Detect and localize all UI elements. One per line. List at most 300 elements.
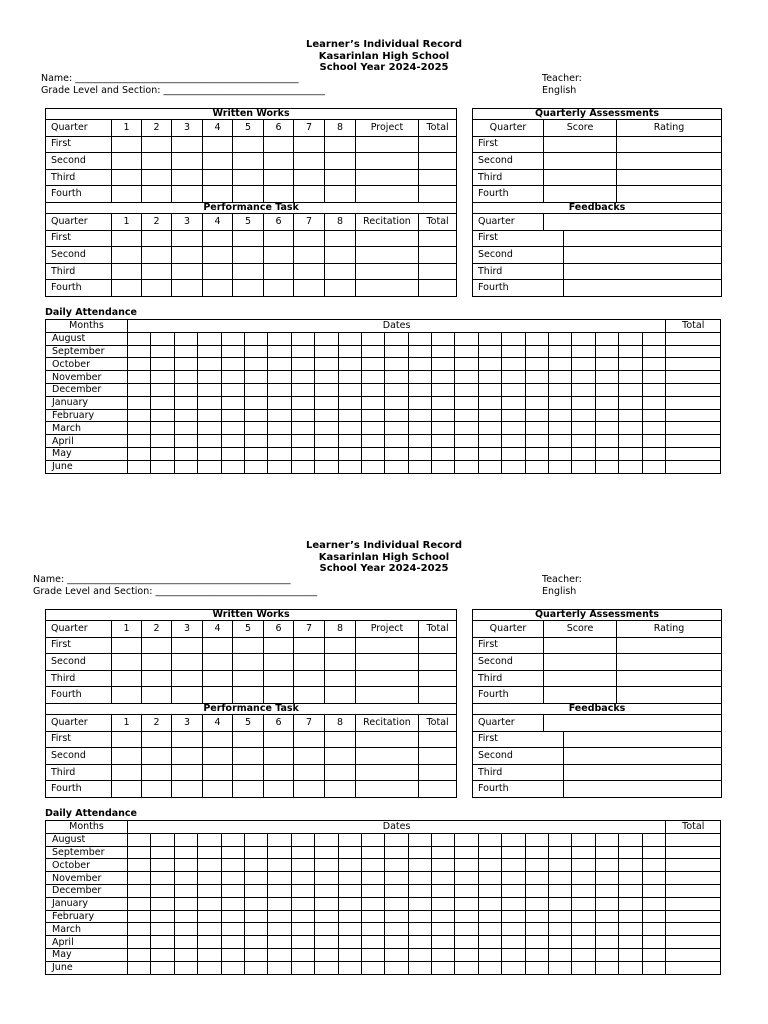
date-cell[interactable]	[128, 961, 151, 974]
date-cell[interactable]	[244, 396, 267, 409]
score-cell[interactable]	[233, 153, 264, 170]
date-cell[interactable]	[595, 859, 618, 872]
date-cell[interactable]	[572, 396, 595, 409]
date-cell[interactable]	[432, 332, 455, 345]
date-cell[interactable]	[525, 409, 548, 422]
date-cell[interactable]	[549, 332, 572, 345]
score-cell[interactable]	[325, 153, 356, 170]
score-cell[interactable]	[325, 731, 356, 748]
date-cell[interactable]	[549, 409, 572, 422]
total-cell[interactable]	[666, 833, 721, 846]
date-cell[interactable]	[408, 910, 431, 923]
grade-section-field[interactable]: Grade Level and Section: __________________________________	[33, 586, 317, 597]
date-cell[interactable]	[221, 332, 244, 345]
total-cell[interactable]	[666, 447, 721, 460]
date-cell[interactable]	[338, 961, 361, 974]
date-cell[interactable]	[361, 409, 384, 422]
date-cell[interactable]	[315, 910, 338, 923]
score-cell[interactable]	[419, 670, 457, 687]
date-cell[interactable]	[338, 884, 361, 897]
date-cell[interactable]	[478, 884, 501, 897]
date-cell[interactable]	[478, 332, 501, 345]
date-cell[interactable]	[408, 859, 431, 872]
date-cell[interactable]	[455, 345, 478, 358]
date-cell[interactable]	[385, 345, 408, 358]
score-cell[interactable]	[294, 670, 325, 687]
score-cell[interactable]	[203, 731, 233, 748]
date-cell[interactable]	[502, 846, 525, 859]
date-cell[interactable]	[291, 846, 314, 859]
score-cell[interactable]	[112, 263, 142, 280]
date-cell[interactable]	[549, 383, 572, 396]
date-cell[interactable]	[408, 422, 431, 435]
score-cell[interactable]	[203, 263, 233, 280]
date-cell[interactable]	[291, 358, 314, 371]
score-cell[interactable]	[544, 136, 617, 153]
date-cell[interactable]	[619, 910, 642, 923]
score-cell[interactable]	[544, 186, 617, 203]
date-cell[interactable]	[128, 872, 151, 885]
date-cell[interactable]	[595, 948, 618, 961]
date-cell[interactable]	[572, 859, 595, 872]
date-cell[interactable]	[198, 345, 221, 358]
date-cell[interactable]	[455, 948, 478, 961]
date-cell[interactable]	[291, 859, 314, 872]
score-cell[interactable]	[233, 637, 264, 654]
score-cell[interactable]	[419, 781, 457, 798]
date-cell[interactable]	[432, 345, 455, 358]
date-cell[interactable]	[408, 358, 431, 371]
date-cell[interactable]	[572, 358, 595, 371]
score-cell[interactable]	[172, 731, 203, 748]
score-cell[interactable]	[264, 280, 294, 297]
score-cell[interactable]	[294, 654, 325, 671]
date-cell[interactable]	[268, 923, 291, 936]
date-cell[interactable]	[385, 846, 408, 859]
date-cell[interactable]	[478, 910, 501, 923]
date-cell[interactable]	[549, 897, 572, 910]
date-cell[interactable]	[572, 846, 595, 859]
date-cell[interactable]	[455, 409, 478, 422]
date-cell[interactable]	[408, 872, 431, 885]
date-cell[interactable]	[361, 396, 384, 409]
score-cell[interactable]	[142, 136, 172, 153]
date-cell[interactable]	[151, 345, 174, 358]
score-cell[interactable]	[356, 637, 419, 654]
date-cell[interactable]	[642, 371, 666, 384]
score-cell[interactable]	[294, 136, 325, 153]
date-cell[interactable]	[549, 447, 572, 460]
date-cell[interactable]	[128, 358, 151, 371]
date-cell[interactable]	[455, 923, 478, 936]
date-cell[interactable]	[432, 948, 455, 961]
grade-section-field[interactable]: Grade Level and Section: __________________________________	[41, 85, 325, 96]
date-cell[interactable]	[572, 345, 595, 358]
date-cell[interactable]	[291, 961, 314, 974]
total-cell[interactable]	[666, 872, 721, 885]
date-cell[interactable]	[385, 422, 408, 435]
date-cell[interactable]	[502, 396, 525, 409]
score-cell[interactable]	[325, 654, 356, 671]
date-cell[interactable]	[595, 910, 618, 923]
date-cell[interactable]	[338, 948, 361, 961]
date-cell[interactable]	[572, 371, 595, 384]
date-cell[interactable]	[128, 948, 151, 961]
date-cell[interactable]	[221, 396, 244, 409]
date-cell[interactable]	[338, 872, 361, 885]
date-cell[interactable]	[572, 447, 595, 460]
date-cell[interactable]	[361, 910, 384, 923]
score-cell[interactable]	[172, 687, 203, 704]
date-cell[interactable]	[244, 872, 267, 885]
feedback-cell[interactable]	[564, 764, 722, 781]
score-cell[interactable]	[356, 731, 419, 748]
date-cell[interactable]	[432, 358, 455, 371]
score-cell[interactable]	[112, 654, 142, 671]
score-cell[interactable]	[356, 781, 419, 798]
date-cell[interactable]	[478, 923, 501, 936]
score-cell[interactable]	[325, 748, 356, 765]
date-cell[interactable]	[432, 409, 455, 422]
date-cell[interactable]	[361, 859, 384, 872]
date-cell[interactable]	[525, 923, 548, 936]
date-cell[interactable]	[525, 948, 548, 961]
score-cell[interactable]	[356, 169, 419, 186]
date-cell[interactable]	[315, 923, 338, 936]
date-cell[interactable]	[291, 422, 314, 435]
date-cell[interactable]	[151, 358, 174, 371]
date-cell[interactable]	[221, 460, 244, 473]
date-cell[interactable]	[198, 884, 221, 897]
date-cell[interactable]	[642, 833, 666, 846]
score-cell[interactable]	[233, 169, 264, 186]
date-cell[interactable]	[432, 961, 455, 974]
date-cell[interactable]	[432, 846, 455, 859]
date-cell[interactable]	[642, 383, 666, 396]
date-cell[interactable]	[502, 961, 525, 974]
date-cell[interactable]	[291, 447, 314, 460]
date-cell[interactable]	[432, 923, 455, 936]
date-cell[interactable]	[385, 910, 408, 923]
date-cell[interactable]	[151, 435, 174, 448]
date-cell[interactable]	[385, 383, 408, 396]
score-cell[interactable]	[142, 654, 172, 671]
score-cell[interactable]	[112, 764, 142, 781]
date-cell[interactable]	[502, 371, 525, 384]
date-cell[interactable]	[151, 371, 174, 384]
name-field[interactable]: Name: _______________________________________________	[41, 73, 299, 84]
date-cell[interactable]	[291, 923, 314, 936]
date-cell[interactable]	[525, 884, 548, 897]
date-cell[interactable]	[478, 345, 501, 358]
date-cell[interactable]	[268, 435, 291, 448]
date-cell[interactable]	[408, 460, 431, 473]
date-cell[interactable]	[244, 371, 267, 384]
score-cell[interactable]	[264, 670, 294, 687]
date-cell[interactable]	[502, 897, 525, 910]
score-cell[interactable]	[203, 748, 233, 765]
date-cell[interactable]	[151, 923, 174, 936]
date-cell[interactable]	[549, 435, 572, 448]
date-cell[interactable]	[244, 846, 267, 859]
date-cell[interactable]	[619, 435, 642, 448]
date-cell[interactable]	[198, 872, 221, 885]
total-cell[interactable]	[666, 948, 721, 961]
date-cell[interactable]	[502, 884, 525, 897]
score-cell[interactable]	[544, 169, 617, 186]
date-cell[interactable]	[291, 872, 314, 885]
date-cell[interactable]	[502, 910, 525, 923]
date-cell[interactable]	[128, 923, 151, 936]
score-cell[interactable]	[112, 781, 142, 798]
date-cell[interactable]	[151, 897, 174, 910]
score-cell[interactable]	[142, 247, 172, 264]
date-cell[interactable]	[502, 358, 525, 371]
score-cell[interactable]	[203, 230, 233, 247]
date-cell[interactable]	[642, 447, 666, 460]
date-cell[interactable]	[525, 833, 548, 846]
date-cell[interactable]	[572, 961, 595, 974]
score-cell[interactable]	[233, 764, 264, 781]
feedback-cell[interactable]	[564, 731, 722, 748]
date-cell[interactable]	[455, 859, 478, 872]
date-cell[interactable]	[198, 460, 221, 473]
date-cell[interactable]	[151, 884, 174, 897]
date-cell[interactable]	[385, 358, 408, 371]
date-cell[interactable]	[338, 910, 361, 923]
score-cell[interactable]	[142, 764, 172, 781]
score-cell[interactable]	[356, 263, 419, 280]
date-cell[interactable]	[151, 936, 174, 949]
date-cell[interactable]	[408, 447, 431, 460]
date-cell[interactable]	[151, 910, 174, 923]
score-cell[interactable]	[172, 247, 203, 264]
date-cell[interactable]	[432, 936, 455, 949]
score-cell[interactable]	[142, 153, 172, 170]
date-cell[interactable]	[221, 846, 244, 859]
date-cell[interactable]	[502, 435, 525, 448]
date-cell[interactable]	[549, 833, 572, 846]
date-cell[interactable]	[315, 948, 338, 961]
score-cell[interactable]	[264, 263, 294, 280]
date-cell[interactable]	[128, 910, 151, 923]
date-cell[interactable]	[619, 422, 642, 435]
date-cell[interactable]	[198, 948, 221, 961]
total-cell[interactable]	[666, 961, 721, 974]
date-cell[interactable]	[174, 332, 197, 345]
score-cell[interactable]	[294, 280, 325, 297]
date-cell[interactable]	[174, 345, 197, 358]
date-cell[interactable]	[221, 833, 244, 846]
date-cell[interactable]	[642, 396, 666, 409]
date-cell[interactable]	[315, 422, 338, 435]
date-cell[interactable]	[244, 948, 267, 961]
score-cell[interactable]	[233, 247, 264, 264]
date-cell[interactable]	[525, 371, 548, 384]
score-cell[interactable]	[325, 186, 356, 203]
total-cell[interactable]	[666, 460, 721, 473]
date-cell[interactable]	[244, 923, 267, 936]
score-cell[interactable]	[233, 781, 264, 798]
total-cell[interactable]	[666, 383, 721, 396]
date-cell[interactable]	[502, 409, 525, 422]
date-cell[interactable]	[198, 371, 221, 384]
score-cell[interactable]	[356, 654, 419, 671]
date-cell[interactable]	[198, 859, 221, 872]
date-cell[interactable]	[315, 383, 338, 396]
date-cell[interactable]	[619, 345, 642, 358]
date-cell[interactable]	[502, 332, 525, 345]
date-cell[interactable]	[268, 948, 291, 961]
total-cell[interactable]	[666, 345, 721, 358]
date-cell[interactable]	[198, 923, 221, 936]
total-cell[interactable]	[666, 371, 721, 384]
score-cell[interactable]	[356, 280, 419, 297]
date-cell[interactable]	[455, 884, 478, 897]
total-cell[interactable]	[666, 332, 721, 345]
score-cell[interactable]	[142, 263, 172, 280]
date-cell[interactable]	[619, 396, 642, 409]
score-cell[interactable]	[264, 731, 294, 748]
date-cell[interactable]	[595, 383, 618, 396]
date-cell[interactable]	[221, 884, 244, 897]
date-cell[interactable]	[619, 859, 642, 872]
date-cell[interactable]	[338, 332, 361, 345]
date-cell[interactable]	[432, 435, 455, 448]
date-cell[interactable]	[268, 961, 291, 974]
score-cell[interactable]	[142, 748, 172, 765]
date-cell[interactable]	[291, 833, 314, 846]
date-cell[interactable]	[315, 872, 338, 885]
date-cell[interactable]	[174, 422, 197, 435]
score-cell[interactable]	[203, 764, 233, 781]
score-cell[interactable]	[356, 687, 419, 704]
date-cell[interactable]	[502, 859, 525, 872]
date-cell[interactable]	[408, 435, 431, 448]
date-cell[interactable]	[432, 859, 455, 872]
date-cell[interactable]	[268, 358, 291, 371]
date-cell[interactable]	[432, 897, 455, 910]
date-cell[interactable]	[478, 872, 501, 885]
date-cell[interactable]	[455, 371, 478, 384]
date-cell[interactable]	[595, 358, 618, 371]
score-cell[interactable]	[203, 654, 233, 671]
date-cell[interactable]	[128, 371, 151, 384]
date-cell[interactable]	[151, 396, 174, 409]
date-cell[interactable]	[291, 936, 314, 949]
date-cell[interactable]	[315, 396, 338, 409]
date-cell[interactable]	[549, 948, 572, 961]
date-cell[interactable]	[315, 961, 338, 974]
date-cell[interactable]	[385, 460, 408, 473]
date-cell[interactable]	[198, 961, 221, 974]
date-cell[interactable]	[128, 345, 151, 358]
date-cell[interactable]	[198, 383, 221, 396]
date-cell[interactable]	[619, 332, 642, 345]
score-cell[interactable]	[544, 637, 617, 654]
date-cell[interactable]	[432, 460, 455, 473]
date-cell[interactable]	[128, 383, 151, 396]
date-cell[interactable]	[525, 460, 548, 473]
score-cell[interactable]	[233, 136, 264, 153]
date-cell[interactable]	[291, 460, 314, 473]
date-cell[interactable]	[408, 884, 431, 897]
date-cell[interactable]	[549, 910, 572, 923]
date-cell[interactable]	[291, 897, 314, 910]
date-cell[interactable]	[361, 884, 384, 897]
date-cell[interactable]	[549, 460, 572, 473]
date-cell[interactable]	[572, 872, 595, 885]
date-cell[interactable]	[478, 371, 501, 384]
feedback-cell[interactable]	[564, 230, 722, 247]
date-cell[interactable]	[128, 884, 151, 897]
date-cell[interactable]	[619, 884, 642, 897]
date-cell[interactable]	[128, 897, 151, 910]
date-cell[interactable]	[642, 422, 666, 435]
date-cell[interactable]	[174, 948, 197, 961]
date-cell[interactable]	[408, 332, 431, 345]
date-cell[interactable]	[174, 371, 197, 384]
date-cell[interactable]	[338, 936, 361, 949]
score-cell[interactable]	[142, 781, 172, 798]
date-cell[interactable]	[572, 422, 595, 435]
score-cell[interactable]	[142, 230, 172, 247]
total-cell[interactable]	[666, 409, 721, 422]
date-cell[interactable]	[549, 846, 572, 859]
date-cell[interactable]	[385, 447, 408, 460]
date-cell[interactable]	[385, 897, 408, 910]
score-cell[interactable]	[294, 247, 325, 264]
date-cell[interactable]	[525, 961, 548, 974]
date-cell[interactable]	[338, 435, 361, 448]
date-cell[interactable]	[268, 447, 291, 460]
date-cell[interactable]	[572, 910, 595, 923]
score-cell[interactable]	[294, 263, 325, 280]
date-cell[interactable]	[128, 435, 151, 448]
date-cell[interactable]	[478, 948, 501, 961]
date-cell[interactable]	[221, 948, 244, 961]
date-cell[interactable]	[619, 460, 642, 473]
date-cell[interactable]	[174, 460, 197, 473]
score-cell[interactable]	[203, 670, 233, 687]
date-cell[interactable]	[315, 897, 338, 910]
date-cell[interactable]	[408, 923, 431, 936]
score-cell[interactable]	[112, 153, 142, 170]
date-cell[interactable]	[361, 460, 384, 473]
score-cell[interactable]	[325, 637, 356, 654]
date-cell[interactable]	[315, 409, 338, 422]
score-cell[interactable]	[419, 230, 457, 247]
date-cell[interactable]	[268, 422, 291, 435]
date-cell[interactable]	[268, 897, 291, 910]
date-cell[interactable]	[291, 884, 314, 897]
score-cell[interactable]	[112, 136, 142, 153]
score-cell[interactable]	[325, 169, 356, 186]
date-cell[interactable]	[525, 332, 548, 345]
date-cell[interactable]	[455, 833, 478, 846]
date-cell[interactable]	[478, 447, 501, 460]
date-cell[interactable]	[268, 396, 291, 409]
date-cell[interactable]	[268, 383, 291, 396]
date-cell[interactable]	[151, 961, 174, 974]
date-cell[interactable]	[268, 460, 291, 473]
score-cell[interactable]	[294, 748, 325, 765]
score-cell[interactable]	[264, 764, 294, 781]
date-cell[interactable]	[385, 332, 408, 345]
score-cell[interactable]	[233, 186, 264, 203]
date-cell[interactable]	[478, 833, 501, 846]
date-cell[interactable]	[432, 396, 455, 409]
